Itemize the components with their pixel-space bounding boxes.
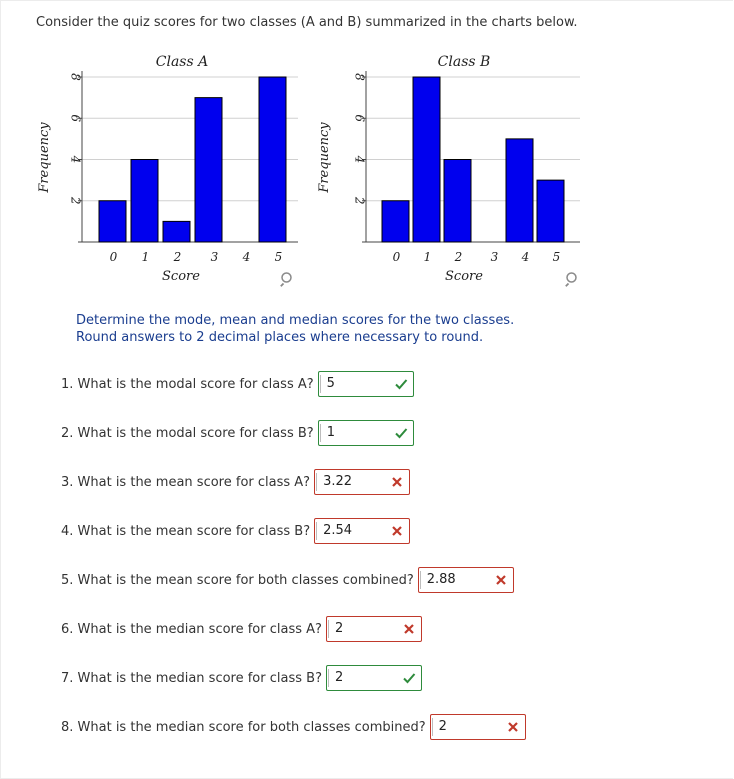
y-tick-label: 4 [68,155,83,164]
check-icon [402,671,416,685]
y-tick-label: 4 [352,155,367,164]
answer-value[interactable]: 1 [320,424,335,442]
x-tick-label: 5 [552,250,561,264]
x-tick-label: 5 [274,250,283,264]
y-tick-label: 8 [352,73,367,81]
question-8 [61,713,526,741]
answer-field-1[interactable] [318,371,414,397]
question-2 [61,419,414,447]
question-text: 3. What is the mean score for class A? [61,474,311,490]
answer-field-6[interactable] [326,616,422,642]
chart-b [317,54,580,284]
instructions-line-2: Round answers to 2 decimal places where necessary to round. [76,330,484,345]
x-tick-label: 1 [141,250,150,264]
question-text: 8. What is the median score for both classes combined? [61,719,426,735]
answer-value[interactable]: 3.22 [316,473,352,491]
zoom-chart-a-icon[interactable] [280,271,296,287]
x-tick-label: 2 [454,250,463,264]
cross-icon [494,573,508,587]
y-tick-label: 6 [352,114,367,123]
answer-value[interactable]: 2.54 [316,522,352,540]
answer-value[interactable]: 2 [328,669,343,687]
bar [413,77,440,242]
chart-title: Class B [437,54,491,70]
answer-field-5[interactable] [418,567,514,593]
x-tick-label: 1 [423,250,432,264]
instructions [76,312,514,346]
intro-text: Consider the quiz scores for two classes (A and B) summarized in the charts below. [36,15,578,30]
answer-value[interactable]: 2 [432,718,447,736]
x-tick-label: 0 [392,250,401,264]
question-3 [61,468,410,496]
answer-field-8[interactable] [430,714,526,740]
answer-field-7[interactable] [326,665,422,691]
y-tick-label: 8 [68,73,83,81]
answer-field-3[interactable] [314,469,410,495]
bar [537,180,564,242]
check-icon [394,426,408,440]
question-4 [61,517,410,545]
bar [444,160,471,243]
question-text: 6. What is the median score for class A? [61,621,322,637]
x-tick-label: 3 [490,250,499,264]
cross-icon [402,622,416,636]
zoom-chart-b-icon[interactable] [565,271,581,287]
bar [259,77,286,242]
answer-field-4[interactable] [314,518,410,544]
x-tick-label: 4 [521,250,530,264]
x-tick-label: 0 [109,250,118,264]
answer-value[interactable]: 2 [328,620,343,638]
x-tick-label: 4 [242,250,251,264]
cross-icon [390,475,404,489]
answer-value[interactable]: 5 [320,375,335,393]
cross-icon [390,524,404,538]
question-text: 2. What is the modal score for class B? [61,425,314,441]
instructions-line-1: Determine the mode, mean and median scores for the two classes. [76,313,515,328]
y-tick-label: 2 [352,196,367,205]
question-5 [61,566,514,594]
bar [195,98,222,242]
x-tick-label: 2 [173,250,182,264]
x-axis-title: Score [162,269,200,284]
question-text: 1. What is the modal score for class A? [61,376,314,392]
chart-title: Class A [155,54,209,70]
question-text: 4. What is the mean score for class B? [61,523,311,539]
answer-value[interactable]: 2.88 [420,571,456,589]
bar [163,221,190,242]
bar [382,201,409,242]
y-tick-label: 2 [68,196,83,205]
y-axis-title: Frequency [317,122,332,193]
question-1 [61,370,414,398]
x-tick-label: 3 [210,250,219,264]
question-text: 5. What is the mean score for both classes combined? [61,572,414,588]
question-6 [61,615,422,643]
bar [506,139,533,242]
answer-field-2[interactable] [318,420,414,446]
question-7 [61,664,422,692]
bar [99,201,126,242]
chart-a [37,54,298,284]
cross-icon [506,720,520,734]
y-axis-title: Frequency [37,122,52,193]
bar [131,160,158,243]
x-axis-title: Score [445,269,483,284]
y-tick-label: 6 [68,114,83,123]
charts-area [0,0,734,300]
check-icon [394,377,408,391]
question-text: 7. What is the median score for class B? [61,670,322,686]
